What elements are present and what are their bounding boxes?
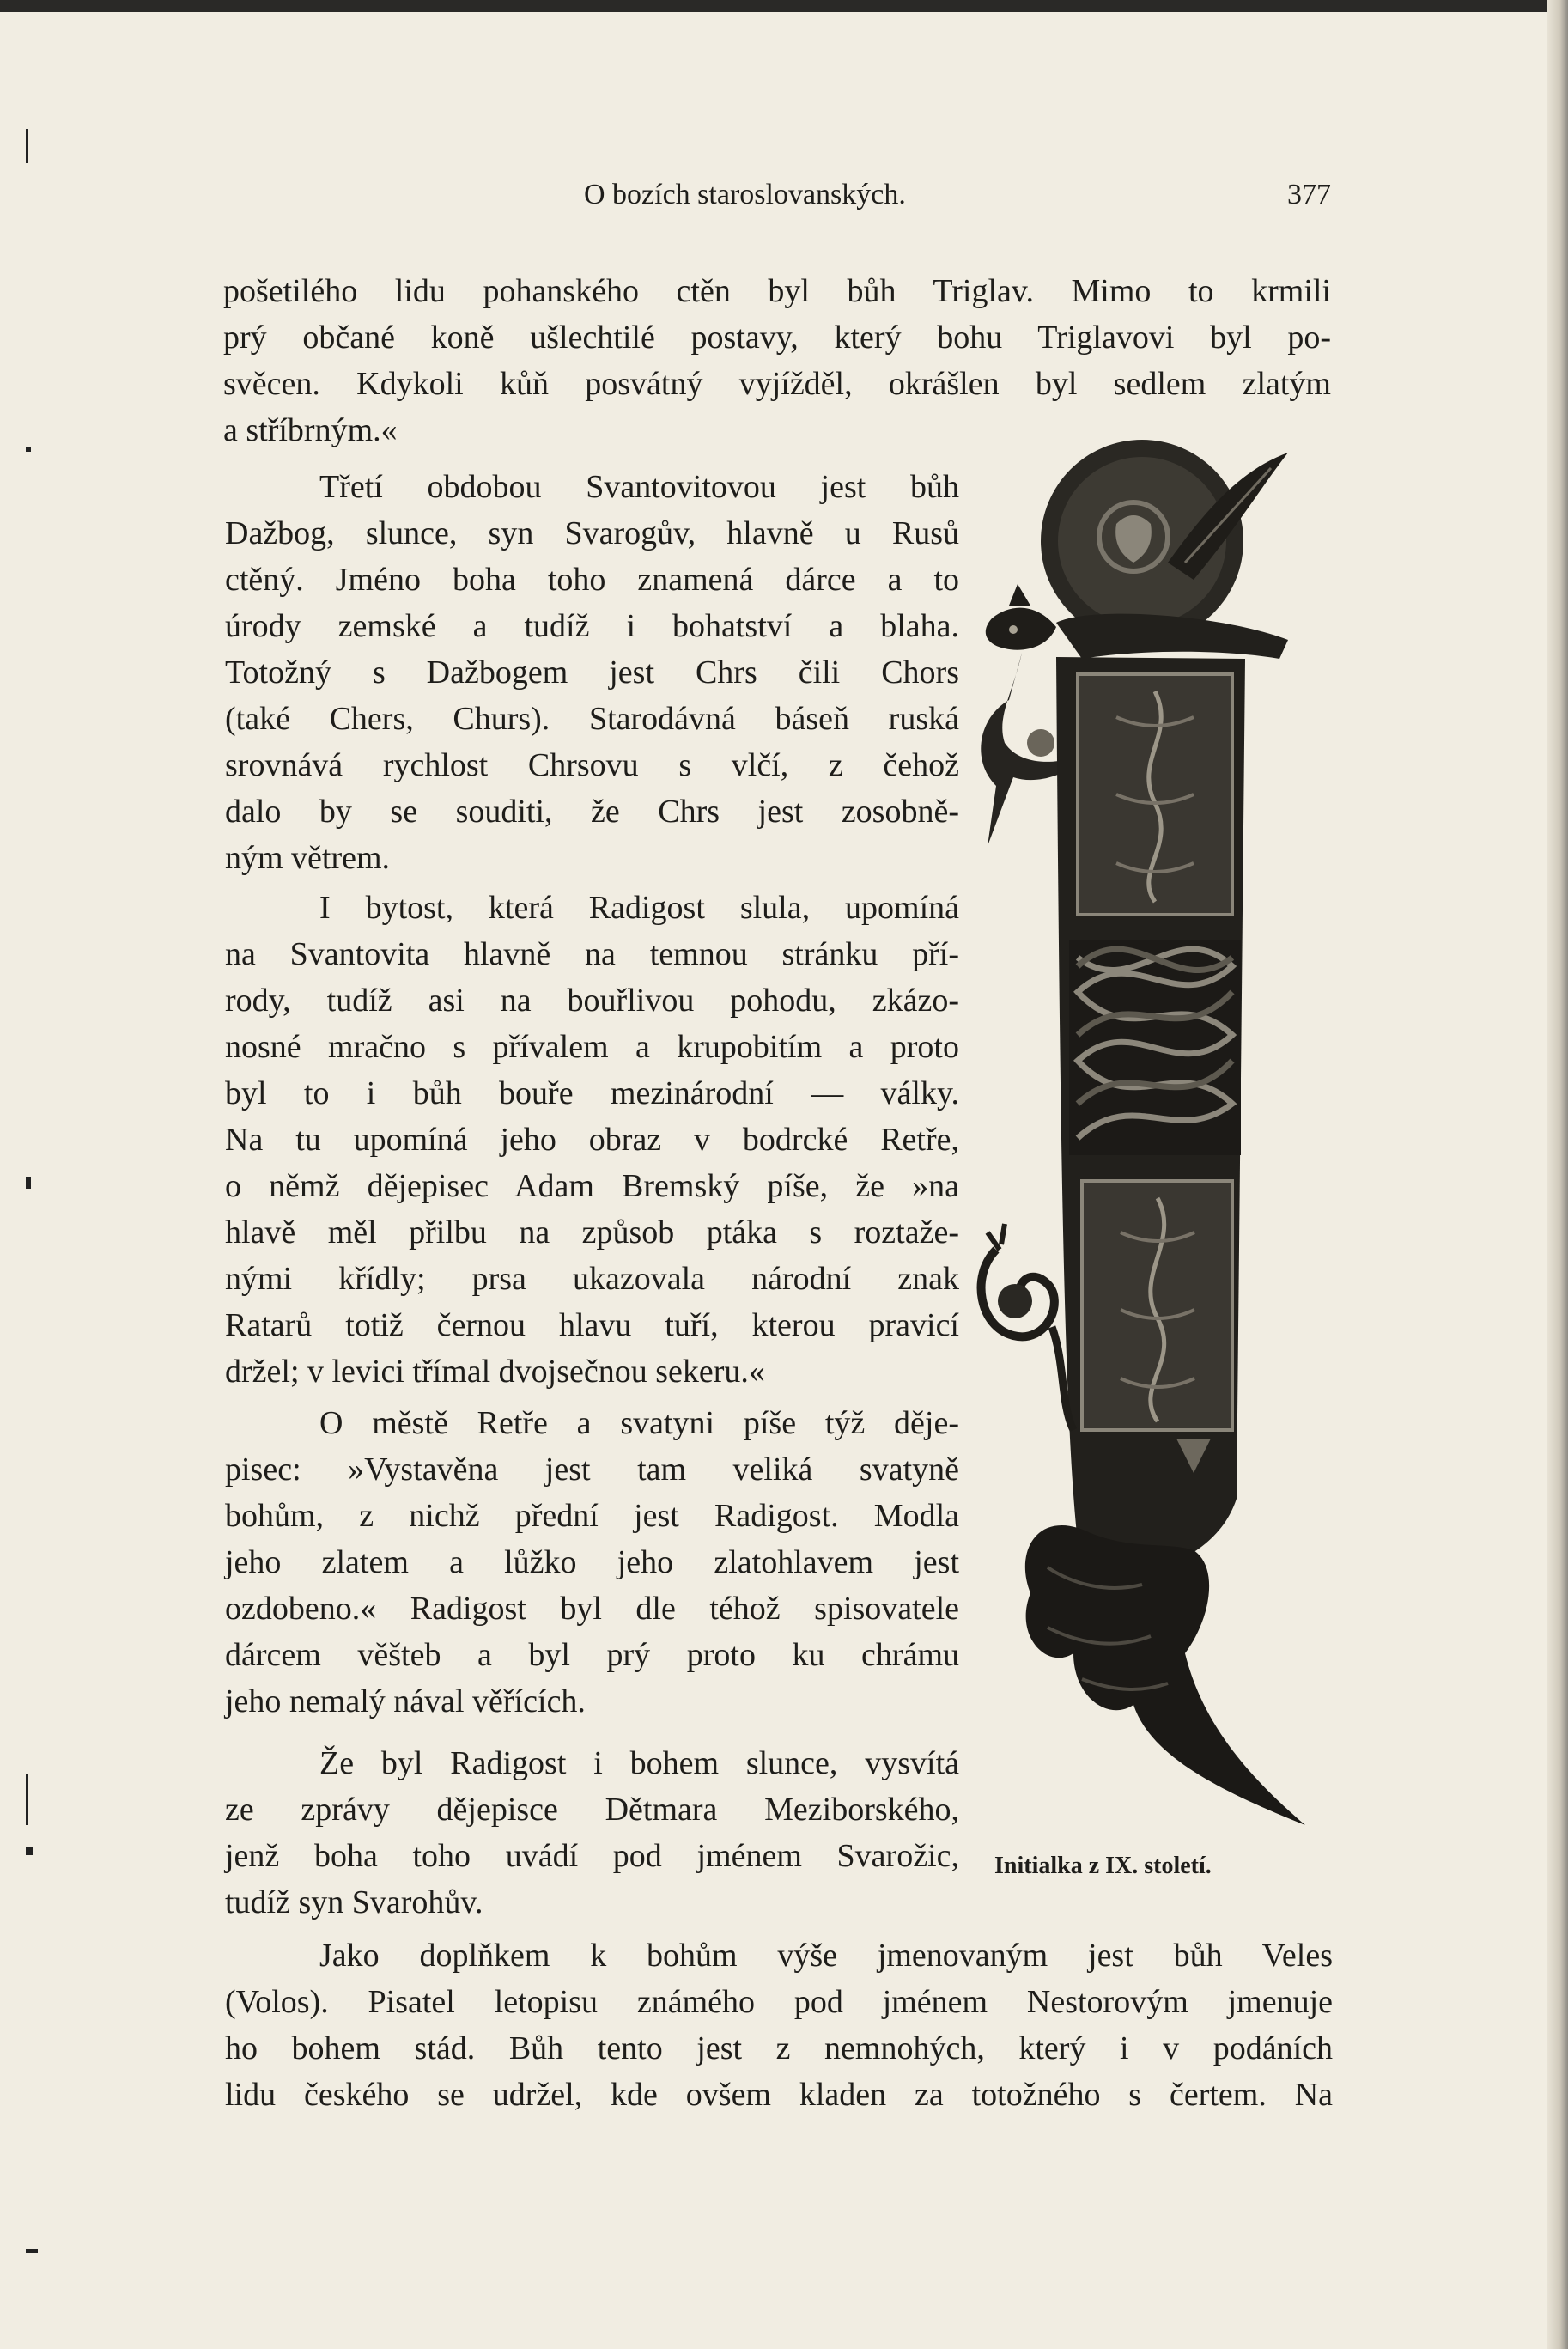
text-line: úrody zemské a tudíž i bohatství a blaha. <box>225 608 959 644</box>
text-line: ze zprávy dějepisce Dětmara Meziborského, <box>225 1792 959 1828</box>
text-line: jenž boha toho uvádí pod jménem Svarožic, <box>225 1838 959 1874</box>
text-line: svěcen. Kdykoli kůň posvátný vyjížděl, okrášlen byl sedlem zlatým <box>223 366 1331 402</box>
text-line: Že byl Radigost i bohem slunce, vysvítá <box>319 1745 959 1781</box>
text-line: pošetilého lidu pohanského ctěn byl bůh Triglav. Mimo to krmili <box>223 273 1331 309</box>
text-line: jeho zlatem a lůžko jeho zlatohlavem jest <box>225 1544 959 1580</box>
paragraph <box>225 1932 1333 2118</box>
text-line: o němž dějepisec Adam Bremský píše, že »na <box>225 1168 959 1204</box>
text-line: držel; v levici třímal dvojsečnou sekeru.« <box>225 1354 765 1390</box>
text-line: nými křídly; prsa ukazovala národní znak <box>225 1261 959 1297</box>
header-title: O bozích staroslovanských. <box>584 179 906 210</box>
text-line: na Svantovita hlavně na temnou stránku pří- <box>225 936 959 972</box>
page-top-edge <box>0 0 1568 12</box>
text-line: bohům, z nichž přední jest Radigost. Modla <box>225 1498 959 1534</box>
page-right-edge <box>1547 0 1568 2349</box>
text-line: nosné mračno s přívalem a krupobitím a proto <box>225 1029 959 1065</box>
text-line: (také Chers, Churs). Starodávná báseň ruská <box>225 701 959 737</box>
text-line: byl to i bůh bouře mezinárodní — války. <box>225 1075 959 1111</box>
text-line: hlavě měl přilbu na způsob ptáka s roztaže- <box>225 1214 959 1251</box>
text-line: dárcem věšteb a byl prý proto ku chrámu <box>225 1637 959 1673</box>
text-line: dalo by se souditi, že Chrs jest zosobně- <box>225 794 959 830</box>
paragraph <box>225 1400 959 1725</box>
illuminated-initial-figure <box>962 434 1340 1842</box>
text-line: ozdobeno.« Radigost byl dle téhož spisovatele <box>225 1591 959 1627</box>
paragraph <box>225 885 959 1395</box>
text-line: lidu českého se udržel, kde ovšem kladen za totožného s čertem. Na <box>225 2077 1333 2113</box>
text-line: a stříbrným.« <box>223 412 398 448</box>
text-line: Ratarů totiž černou hlavu tuří, kterou pravicí <box>225 1307 959 1343</box>
text-line: Třetí obdobou Svantovitovou jest bůh <box>319 469 959 505</box>
text-line: jeho nemalý nával věřících. <box>225 1683 586 1719</box>
page-number: 377 <box>1287 179 1331 210</box>
text-line: Dažbog, slunce, syn Svarogův, hlavně u Rusů <box>225 515 959 551</box>
text-line: ho bohem stád. Bůh tento jest z nemnohých, který i v podáních <box>225 2030 1333 2066</box>
text-line: Na tu upomíná jeho obraz v bodrcké Retře, <box>225 1122 959 1158</box>
text-line: tudíž syn Svarohův. <box>225 1884 483 1920</box>
text-line: (Volos). Pisatel letopisu známého pod jménem Nestorovým jmenuje <box>225 1984 1333 2020</box>
text-line: ctěný. Jméno boha toho znamená dárce a to <box>225 562 959 598</box>
text-line: Jako doplňkem k bohům výše jmenovaným jest bůh Veles <box>319 1938 1333 1974</box>
text-line: srovnává rychlost Chrsovu s vlčí, z čehož <box>225 747 959 783</box>
figure-caption: Initialka z IX. století. <box>994 1853 1212 1879</box>
text-line: O městě Retře a svatyni píše týž děje- <box>319 1405 959 1441</box>
paragraph <box>225 1740 959 1926</box>
text-line: ným větrem. <box>225 840 391 876</box>
paragraph <box>225 464 959 881</box>
text-line: rody, tudíž asi na bouřlivou pohodu, zkázo- <box>225 983 959 1019</box>
text-line: I bytost, která Radigost slula, upomíná <box>319 890 959 926</box>
text-line: pisec: »Vystavěna jest tam veliká svatyně <box>225 1451 959 1488</box>
text-line: Totožný s Dažbogem jest Chrs čili Chors <box>225 654 959 691</box>
text-line: prý občané koně ušlechtilé postavy, který bohu Triglavovi byl po- <box>223 319 1331 356</box>
running-header <box>223 179 1331 222</box>
paragraph <box>223 268 1331 453</box>
